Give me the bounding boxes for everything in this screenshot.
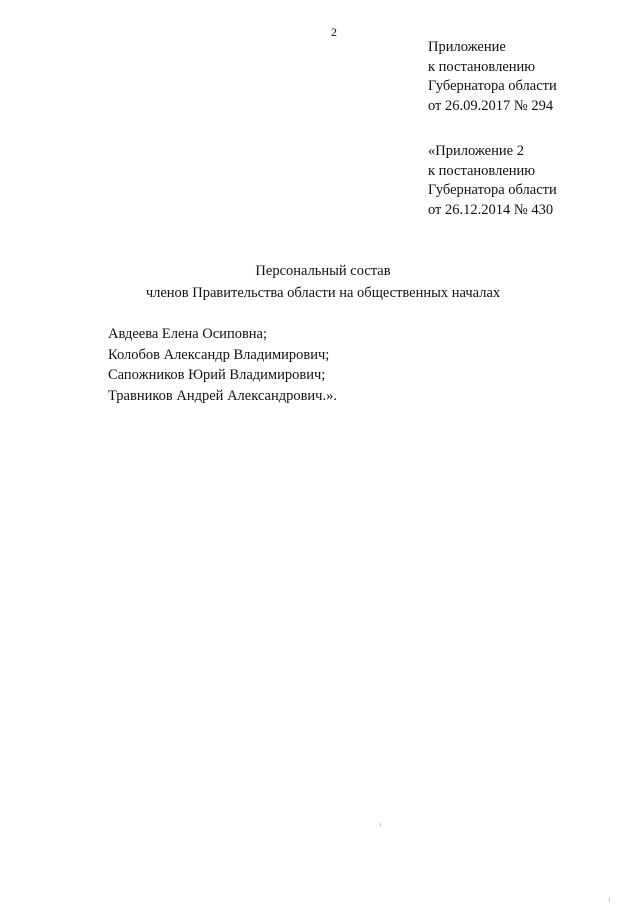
scan-artifact bbox=[609, 897, 610, 902]
appendix-document-type: к постановлению bbox=[428, 58, 536, 75]
appendix-issuer: Губернатора области bbox=[428, 182, 557, 198]
appendix-date-number: от 26.09.2017 № 294 bbox=[428, 97, 554, 114]
page-number: 2 bbox=[331, 25, 337, 39]
list-item: Колобов Александр Владимирович; bbox=[108, 346, 330, 363]
list-item: Травников Андрей Александрович.». bbox=[108, 387, 337, 404]
appendix-title: «Приложение 2 bbox=[428, 143, 524, 159]
appendix-issuer: Губернатора области bbox=[428, 78, 557, 94]
list-item: Авдеева Елена Осиповна; bbox=[108, 326, 268, 342]
scan-artifact bbox=[380, 823, 381, 826]
document-subtitle: членов Правительства области на общественных началах bbox=[145, 285, 501, 301]
list-item: Сапожников Юрий Владимирович; bbox=[108, 367, 326, 383]
document-title: Персональный состав bbox=[255, 263, 391, 279]
appendix-reference-current bbox=[428, 38, 628, 116]
appendix-document-type: к постановлению bbox=[428, 162, 536, 179]
appendix-reference-previous bbox=[428, 142, 628, 220]
appendix-title: Приложение bbox=[428, 39, 506, 55]
appendix-date-number: от 26.12.2014 № 430 bbox=[428, 201, 554, 218]
members-list bbox=[108, 324, 568, 406]
